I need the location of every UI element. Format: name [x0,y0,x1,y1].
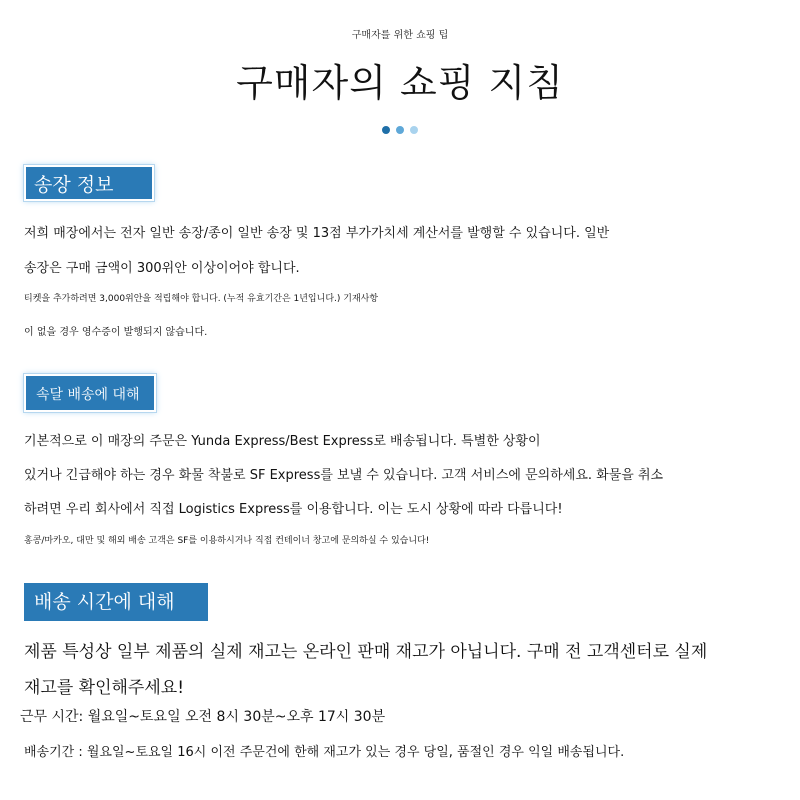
delivery-text-line: 근무 시간: 월요일~토요일 오전 8시 30분~오후 17시 30분 [20,709,386,725]
express-text-line: 하려면 우리 회사에서 직접 Logistics Express를 이용합니다. 이는 도시 상황에 따라 다릅니다! [24,502,563,517]
delivery-text-line: 배송기간 : 월요일~토요일 16시 이전 주문건에 한해 재고가 있는 경우 당일, 품절인 경우 익일 배송됩니다. [24,745,625,760]
express-text-line: 있거나 긴급해야 하는 경우 화물 착불로 SF Express를 보낼 수 있습니다. 고객 서비스에 문의하세요. 화물을 취소 [24,468,664,483]
carousel-indicator [0,126,800,134]
express-text-line: 기본적으로 이 매장의 주문은 Yunda Express/Best Express로 배송됩니다. 특별한 상황이 [24,434,541,449]
delivery-text-line: 재고를 확인해주세요! [24,678,185,698]
carousel-dot[interactable] [396,126,404,134]
carousel-dot[interactable] [382,126,390,134]
section-heading-invoice: 송장 정보 [24,165,154,201]
invoice-text-line: 이 없을 경우 영수증이 발행되지 않습니다. [24,327,208,338]
section-heading-delivery-time: 배송 시간에 대해 [24,583,208,621]
page-title: 구매자의 쇼핑 지침 [236,61,564,105]
invoice-text-line: 저희 매장에서는 전자 일반 송장/종이 일반 송장 및 13점 부가가치세 계산서를 발행할 수 있습니다. 일반 [24,226,610,241]
delivery-text-line: 제품 특성상 일부 제품의 실제 재고는 온라인 판매 재고가 아닙니다. 구매 전 고객센터로 실제 [24,642,708,662]
express-text-line: 홍콩/마카오, 대만 및 해외 배송 고객은 SF를 이용하시거나 직접 컨테이너 창고에 문의하실 수 있습니다! [24,536,430,546]
page-subtitle: 구매자를 위한 쇼핑 팁 [351,30,449,41]
invoice-text-line: 티켓을 추가하려면 3,000위안을 적립해야 합니다. (누적 유효기간은 1년입니다.) 기재사항 [24,294,379,304]
section-heading-express: 속달 배송에 대해 [24,374,156,412]
carousel-dot[interactable] [410,126,418,134]
invoice-text-line: 송장은 구매 금액이 300위안 이상이어야 합니다. [24,261,300,276]
